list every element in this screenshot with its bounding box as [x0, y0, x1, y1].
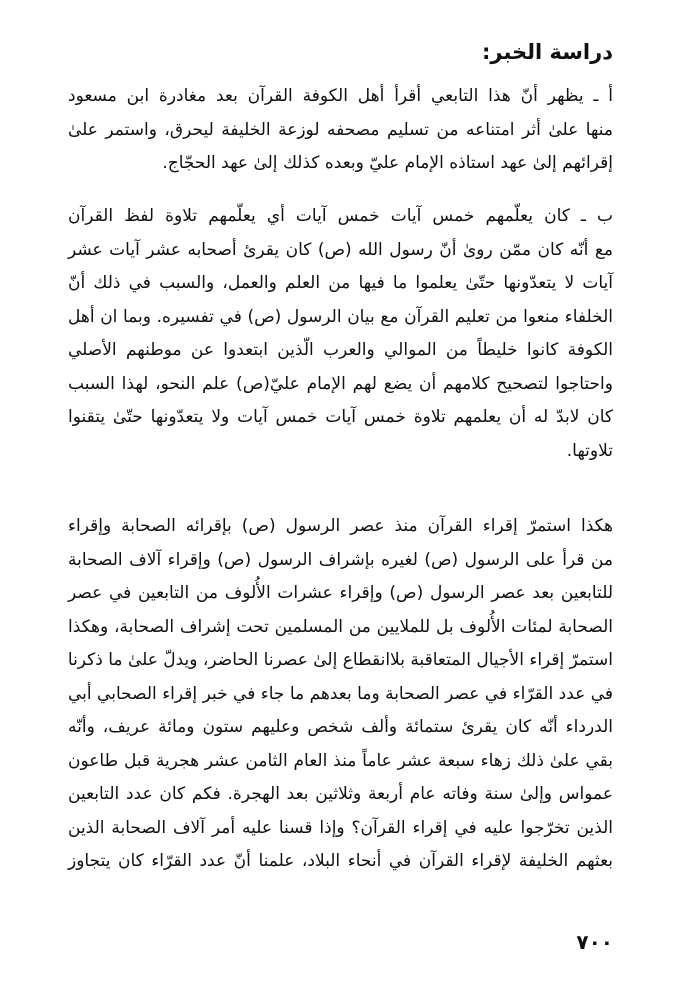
text-line: في عدد القرّاء في عصر الصحابة وما بعدهم ما جاء في خبر إقراء الصحابي أبي — [68, 683, 613, 704]
text-line: إقرائهم إلىٰ عهد استاذه الإمام عليّ وبعده كذلك إلىٰ عهد الحجّاج. — [162, 153, 613, 173]
text-line: للتابعين بعد عصر الرسول (ص) وإقراء عشرات الأُلوف من التابعين في عصر — [68, 583, 613, 603]
page-number: ٧٠٠ — [576, 930, 613, 954]
section-heading: دراسة الخبر: — [481, 40, 613, 64]
text-line: الصحابة لمئات الأُلوف بل للملايين من المسلمين تحت إشراف الصحابة، وهكذا — [68, 616, 613, 637]
paragraph-a — [68, 80, 613, 181]
text-line: هكذا استمرّ إقراء القرآن منذ عصر الرسول (ص) بإقرائه الصحابة وإقراء — [68, 516, 613, 536]
text-line: أ ـ يظهر أنّ هذا التابعي أقرأ أهل الكوفة القرآن بعد مغادرة ابن مسعود — [68, 86, 613, 106]
text-line: بعثهم الخليفة لإقراء القرآن في أنحاء البلاد، علمنا أنّ عدد القرّاء كان يتجاوز — [68, 851, 613, 871]
paragraph-b — [68, 200, 613, 468]
text-line: استمرّ إقراء الأجيال المتعاقبة بلاانقطاع إلىٰ عصرنا الحاضر، ويدلّ علىٰ ما ذكرنا — [67, 650, 613, 670]
text-line: الخلفاء منعوا من تعليم القرآن مع بيان الرسول (ص) في تفسيره. وبما ان أهل — [68, 306, 613, 327]
text-line: منها علىٰ أثر امتناعه من تسليم مصحفه لوزعة الخليفة ليحرق، واستمر علىٰ — [68, 119, 613, 140]
text-line: تلاوتها. — [566, 440, 613, 461]
text-line: ب ـ كان يعلّمهم خمس آيات خمس آيات أي يعلّمهم تلاوة لفظ القرآن — [68, 206, 613, 226]
text-line: مع أنّه كان ممّن روىٰ أنّ رسول الله (ص) كان يقرئ أصحابه عشر آيات عشر — [68, 239, 613, 260]
text-line: بقي علىٰ ذلك زهاء سبعة عشر عاماً منذ العام الثامن عشر هجرية قبل طاعون — [68, 750, 613, 771]
text-line: من قرأ على الرسول (ص) لغيره بإشراف الرسول (ص) وإقراء آلاف الصحابة — [68, 549, 613, 570]
text-line: كان لابدّ له أن يعلمهم تلاوة خمس آيات خمس آيات ولا يتعدّونها حتّىٰ يتقنوا — [68, 407, 613, 427]
text-line: الذين تخرّجوا عليه في إقراء القرآن؟ وإذا قسنا عليه أمر آلاف الصحابة الذين — [68, 817, 613, 838]
text-line: الدرداء أنّه كان يقرئ ستمائة وألف شخص وعليهم ستون ومائة عريف، وأنّه — [68, 717, 613, 737]
text-line: واحتاجوا لتصحيح كلامهم أن يضع لهم الإمام عليّ(ص) علم النحو، لهذا السبب — [68, 373, 613, 394]
paragraph-c — [68, 510, 613, 879]
text-line: آيات لا يتعدّونها حتّىٰ يعلموا ما فيها من العلم والعمل، والسبب في ذلك أنّ — [68, 273, 613, 293]
text-line: عمواس وإلىٰ سنة وفاته عام أربعة وثلاثين بعد الهجرة. فكم كان عدد التابعين — [68, 784, 613, 804]
text-line: الكوفة كانوا خليطاً من الموالي والعرب الّذين ابتعدوا عن موطنهم الأصلي — [68, 340, 613, 360]
